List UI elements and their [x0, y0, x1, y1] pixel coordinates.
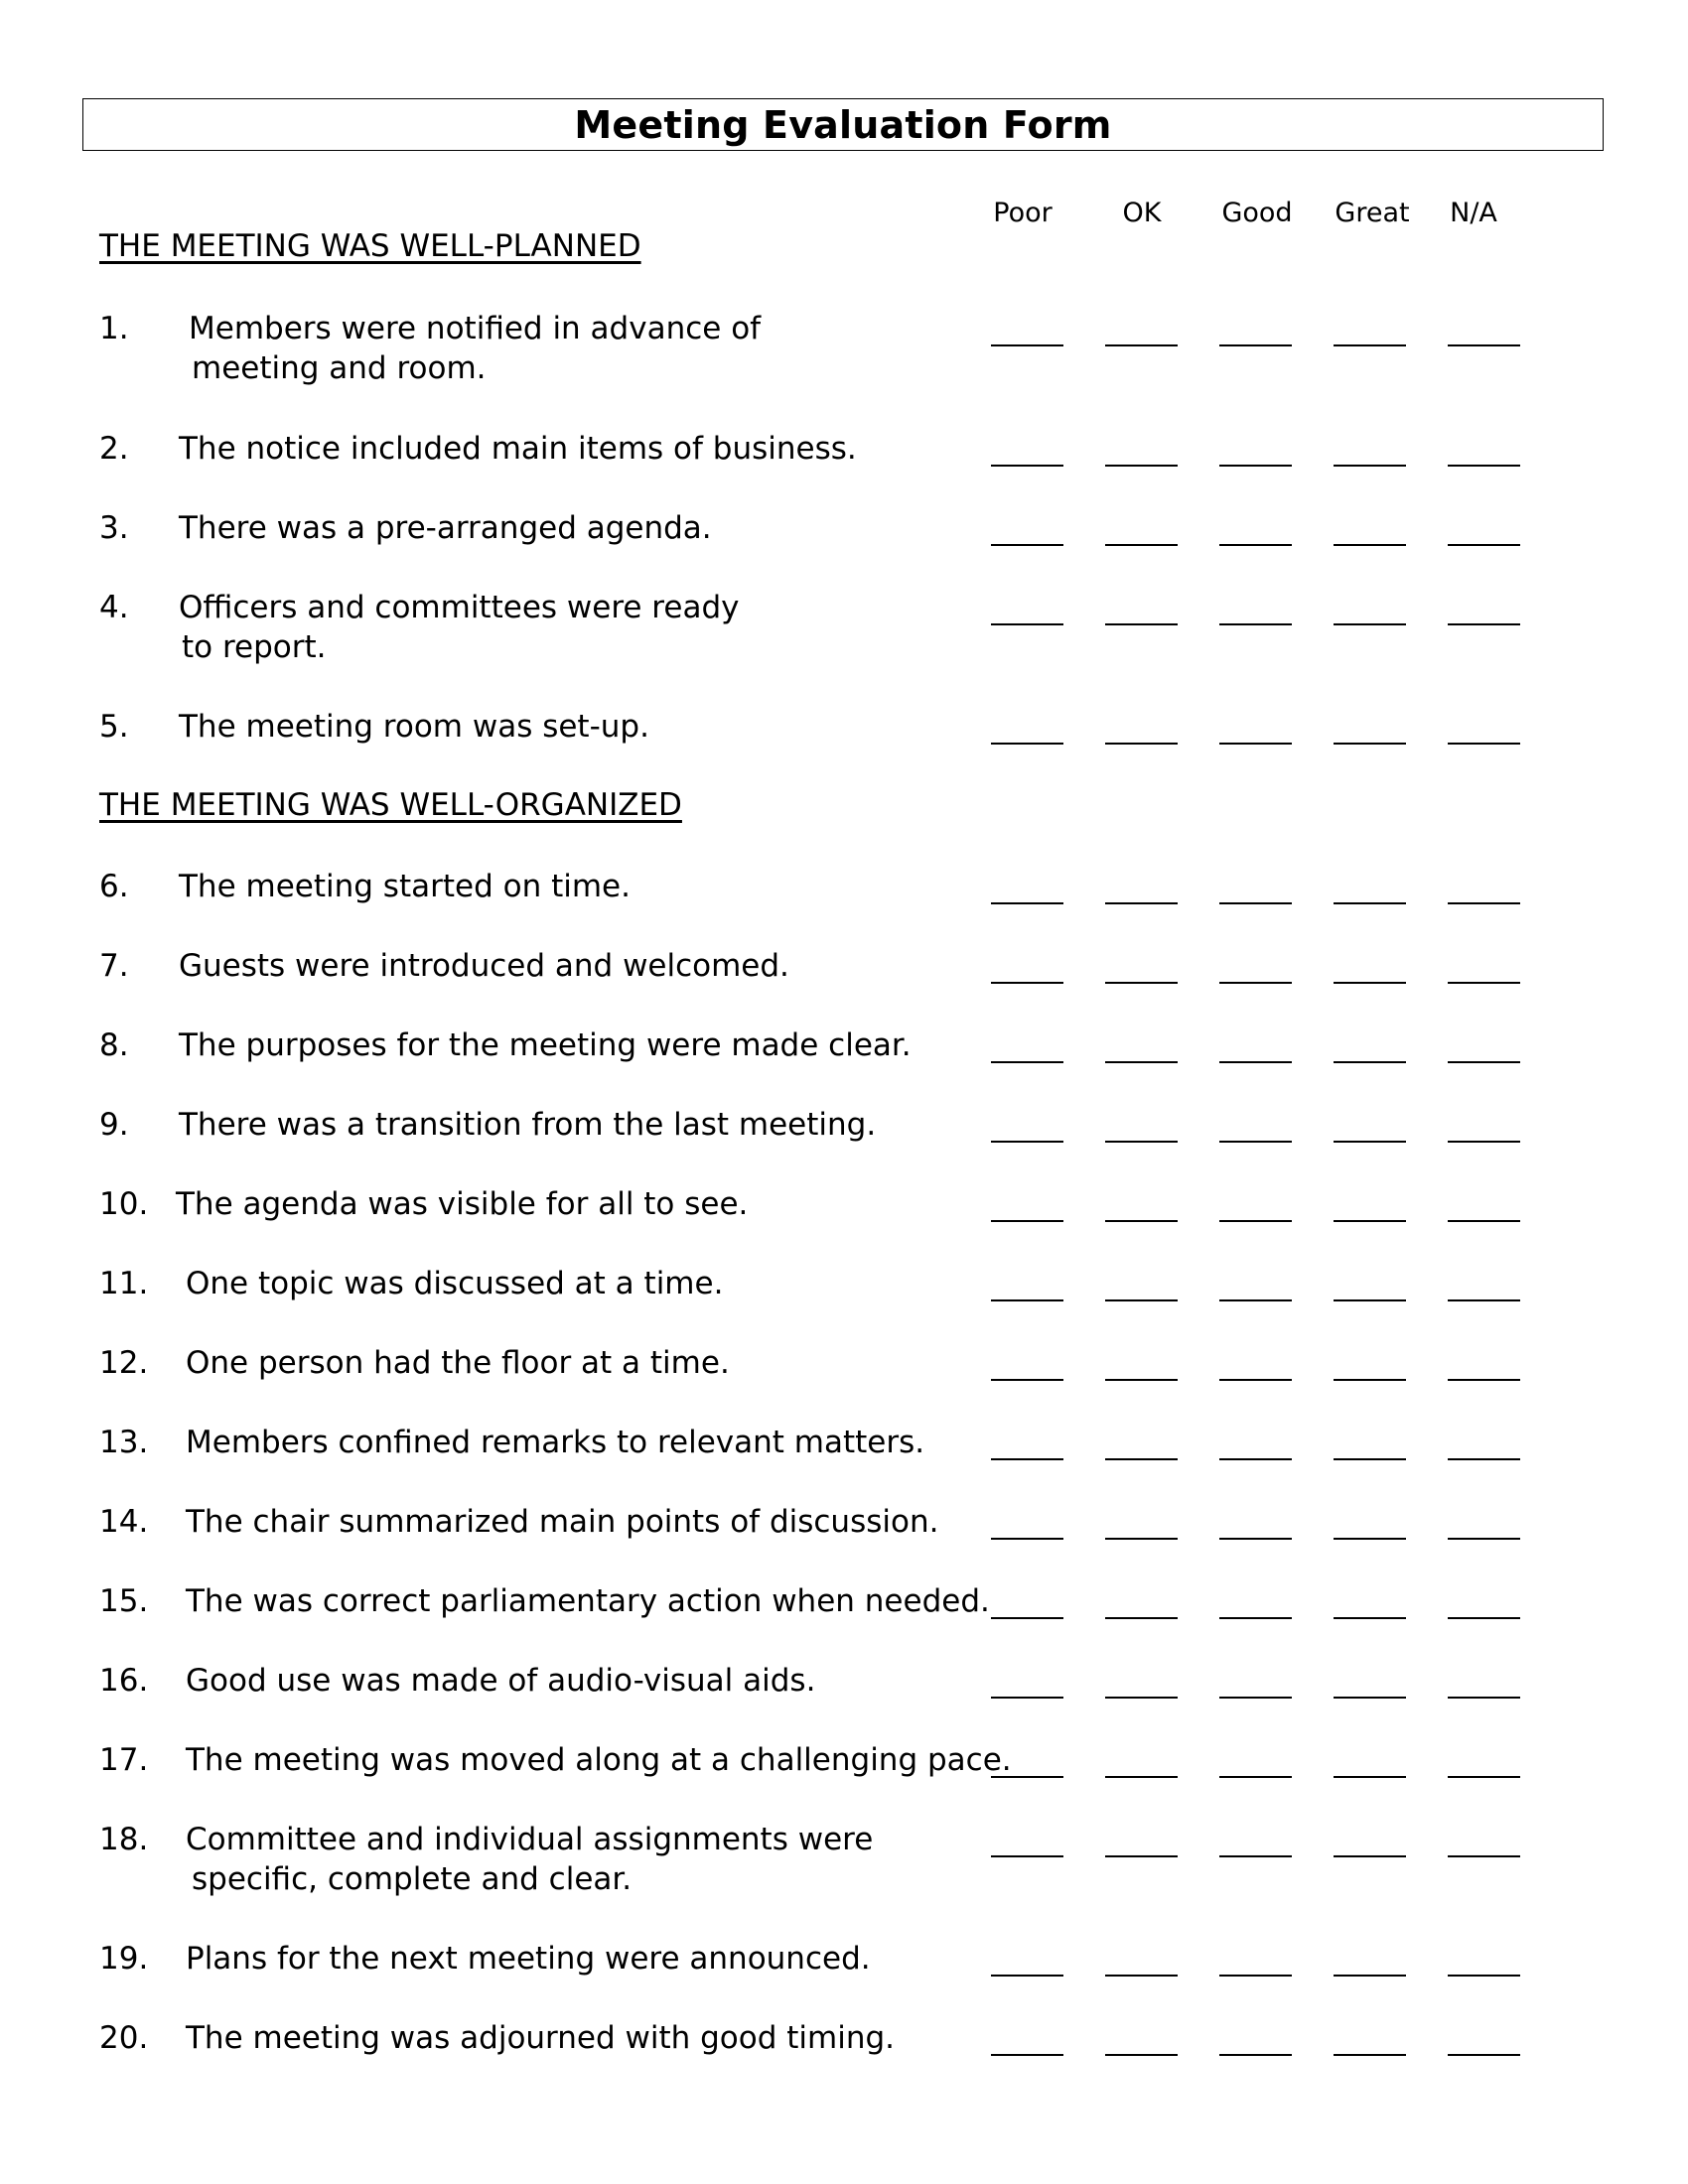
rating-blank-poor[interactable]: [991, 2054, 1063, 2056]
rating-blank-great[interactable]: [1334, 1458, 1406, 1460]
item-text: The meeting started on time.: [179, 869, 631, 904]
item-number: 3.: [99, 510, 129, 546]
evaluation-item: [0, 1264, 1688, 1343]
rating-blank-poor[interactable]: [991, 1617, 1063, 1619]
rating-blank-good[interactable]: [1219, 1617, 1292, 1619]
item-number: 9.: [99, 1107, 129, 1143]
rating-blank-good[interactable]: [1219, 344, 1292, 346]
rating-blank-na[interactable]: [1448, 1061, 1520, 1063]
rating-blank-na[interactable]: [1448, 344, 1520, 346]
rating-blank-ok[interactable]: [1105, 344, 1178, 346]
rating-blank-good[interactable]: [1219, 2054, 1292, 2056]
rating-blank-na[interactable]: [1448, 1141, 1520, 1143]
rating-blank-ok[interactable]: [1105, 982, 1178, 984]
evaluation-item: [0, 1343, 1688, 1423]
rating-blank-good[interactable]: [1219, 1379, 1292, 1381]
rating-blank-poor[interactable]: [991, 1855, 1063, 1857]
rating-blank-poor[interactable]: [991, 982, 1063, 984]
rating-blank-ok[interactable]: [1105, 1061, 1178, 1063]
rating-blank-poor[interactable]: [991, 544, 1063, 546]
rating-blank-great[interactable]: [1334, 1061, 1406, 1063]
rating-blank-great[interactable]: [1334, 1220, 1406, 1222]
rating-blank-poor[interactable]: [991, 1220, 1063, 1222]
rating-blank-ok[interactable]: [1105, 1855, 1178, 1857]
rating-blank-na[interactable]: [1448, 1855, 1520, 1857]
item-number: 6.: [99, 869, 129, 904]
rating-blank-poor[interactable]: [991, 1697, 1063, 1699]
item-text: Good use was made of audio-visual aids.: [186, 1663, 816, 1699]
item-text: One topic was discussed at a time.: [186, 1266, 724, 1301]
rating-blank-poor[interactable]: [991, 1538, 1063, 1540]
evaluation-item: [0, 429, 1688, 508]
rating-blank-good[interactable]: [1219, 1458, 1292, 1460]
rating-blank-na[interactable]: [1448, 623, 1520, 625]
rating-blank-good[interactable]: [1219, 1697, 1292, 1699]
rating-blank-poor[interactable]: [991, 1299, 1063, 1301]
item-number: 11.: [99, 1266, 149, 1301]
evaluation-item: [0, 867, 1688, 946]
rating-blank-great[interactable]: [1334, 1617, 1406, 1619]
column-header: Poor: [993, 198, 1053, 228]
rating-blank-good[interactable]: [1219, 1220, 1292, 1222]
item-number: 19.: [99, 1941, 149, 1977]
evaluation-item: [0, 2018, 1688, 2098]
item-number: 10.: [99, 1186, 149, 1222]
rating-blank-poor[interactable]: [991, 623, 1063, 625]
rating-blank-good[interactable]: [1219, 623, 1292, 625]
item-text-continued: meeting and room.: [192, 350, 487, 386]
evaluation-item: [0, 946, 1688, 1025]
item-number: 14.: [99, 1504, 149, 1540]
item-number: 16.: [99, 1663, 149, 1699]
item-number: 5.: [99, 709, 129, 745]
evaluation-item: [0, 1661, 1688, 1740]
rating-blank-poor[interactable]: [991, 1379, 1063, 1381]
rating-blank-good[interactable]: [1219, 743, 1292, 745]
item-number: 18.: [99, 1822, 149, 1857]
rating-blank-ok[interactable]: [1105, 743, 1178, 745]
rating-blank-na[interactable]: [1448, 1975, 1520, 1977]
rating-blank-na[interactable]: [1448, 465, 1520, 467]
section-heading: THE MEETING WAS WELL-PLANNED: [99, 228, 641, 264]
rating-blank-good[interactable]: [1219, 1141, 1292, 1143]
rating-blank-ok[interactable]: [1105, 544, 1178, 546]
item-text: Members confined remarks to relevant matters.: [186, 1425, 925, 1460]
evaluation-item: [0, 1502, 1688, 1581]
rating-blank-good[interactable]: [1219, 1538, 1292, 1540]
evaluation-item: [0, 1820, 1688, 1899]
item-text: One person had the floor at a time.: [186, 1345, 730, 1381]
rating-blank-na[interactable]: [1448, 902, 1520, 904]
section-heading: THE MEETING WAS WELL-ORGANIZED: [99, 787, 682, 823]
item-number: 4.: [99, 590, 129, 625]
item-text: There was a transition from the last meeting.: [179, 1107, 877, 1143]
rating-blank-na[interactable]: [1448, 1776, 1520, 1778]
rating-blank-ok[interactable]: [1105, 1299, 1178, 1301]
item-text: The agenda was visible for all to see.: [176, 1186, 749, 1222]
rating-blank-great[interactable]: [1334, 465, 1406, 467]
evaluation-item: [0, 1740, 1688, 1820]
rating-blank-good[interactable]: [1219, 544, 1292, 546]
rating-blank-great[interactable]: [1334, 2054, 1406, 2056]
column-header: Good: [1221, 198, 1293, 228]
rating-blank-na[interactable]: [1448, 1617, 1520, 1619]
rating-blank-ok[interactable]: [1105, 1220, 1178, 1222]
rating-blank-good[interactable]: [1219, 1299, 1292, 1301]
item-text: The purposes for the meeting were made clear.: [179, 1027, 912, 1063]
rating-blank-great[interactable]: [1334, 1697, 1406, 1699]
item-text: The meeting was adjourned with good timing.: [186, 2020, 896, 2056]
item-text: Officers and committees were ready: [179, 590, 740, 625]
evaluation-item: [0, 1939, 1688, 2018]
item-text: The meeting room was set-up.: [179, 709, 649, 745]
item-number: 17.: [99, 1742, 149, 1778]
rating-blank-na[interactable]: [1448, 1379, 1520, 1381]
rating-blank-na[interactable]: [1448, 982, 1520, 984]
evaluation-item: [0, 1105, 1688, 1184]
evaluation-item: [0, 1581, 1688, 1661]
rating-blank-good[interactable]: [1219, 1975, 1292, 1977]
page-title: Meeting Evaluation Form: [574, 102, 1112, 147]
evaluation-item: [0, 309, 1688, 388]
item-text-continued: to report.: [182, 629, 327, 665]
rating-blank-good[interactable]: [1219, 465, 1292, 467]
rating-blank-ok[interactable]: [1105, 1975, 1178, 1977]
rating-blank-great[interactable]: [1334, 544, 1406, 546]
rating-blank-great[interactable]: [1334, 344, 1406, 346]
rating-blank-na[interactable]: [1448, 544, 1520, 546]
rating-blank-great[interactable]: [1334, 1141, 1406, 1143]
rating-blank-ok[interactable]: [1105, 1617, 1178, 1619]
rating-blank-ok[interactable]: [1105, 1458, 1178, 1460]
rating-blank-ok[interactable]: [1105, 623, 1178, 625]
rating-blank-great[interactable]: [1334, 1299, 1406, 1301]
item-text: The notice included main items of business.: [179, 431, 857, 467]
rating-blank-great[interactable]: [1334, 1379, 1406, 1381]
rating-blank-na[interactable]: [1448, 1538, 1520, 1540]
rating-blank-good[interactable]: [1219, 1776, 1292, 1778]
rating-blank-poor[interactable]: [991, 1975, 1063, 1977]
rating-blank-na[interactable]: [1448, 2054, 1520, 2056]
item-text: The meeting was moved along at a challenging pace.: [186, 1742, 1012, 1778]
column-header: OK: [1122, 198, 1162, 228]
rating-blank-na[interactable]: [1448, 1697, 1520, 1699]
rating-blank-ok[interactable]: [1105, 1697, 1178, 1699]
item-text: There was a pre-arranged agenda.: [179, 510, 712, 546]
rating-blank-great[interactable]: [1334, 1975, 1406, 1977]
evaluation-item: [0, 588, 1688, 667]
rating-blank-ok[interactable]: [1105, 1379, 1178, 1381]
rating-blank-ok[interactable]: [1105, 2054, 1178, 2056]
rating-blank-na[interactable]: [1448, 743, 1520, 745]
rating-blank-great[interactable]: [1334, 743, 1406, 745]
rating-blank-poor[interactable]: [991, 1061, 1063, 1063]
evaluation-item: [0, 707, 1688, 786]
rating-blank-ok[interactable]: [1105, 465, 1178, 467]
rating-blank-poor[interactable]: [991, 465, 1063, 467]
column-header: Great: [1335, 198, 1410, 228]
item-text-continued: specific, complete and clear.: [192, 1861, 633, 1897]
rating-blank-ok[interactable]: [1105, 1141, 1178, 1143]
rating-blank-poor[interactable]: [991, 1141, 1063, 1143]
rating-blank-ok[interactable]: [1105, 1776, 1178, 1778]
item-number: 15.: [99, 1583, 149, 1619]
title-box: [82, 98, 1604, 151]
rating-blank-poor[interactable]: [991, 344, 1063, 346]
rating-blank-great[interactable]: [1334, 1776, 1406, 1778]
rating-blank-great[interactable]: [1334, 1855, 1406, 1857]
rating-blank-poor[interactable]: [991, 902, 1063, 904]
rating-blank-poor[interactable]: [991, 743, 1063, 745]
item-text: Plans for the next meeting were announced.: [186, 1941, 871, 1977]
rating-blank-good[interactable]: [1219, 982, 1292, 984]
item-number: 13.: [99, 1425, 149, 1460]
column-header: N/A: [1450, 198, 1497, 228]
rating-blank-great[interactable]: [1334, 982, 1406, 984]
rating-blank-great[interactable]: [1334, 902, 1406, 904]
item-text: Members were notified in advance of: [189, 311, 762, 346]
item-text: Guests were introduced and welcomed.: [179, 948, 789, 984]
evaluation-item: [0, 1025, 1688, 1105]
item-text: The chair summarized main points of discussion.: [186, 1504, 939, 1540]
evaluation-item: [0, 508, 1688, 588]
item-number: 12.: [99, 1345, 149, 1381]
rating-blank-poor[interactable]: [991, 1776, 1063, 1778]
rating-blank-na[interactable]: [1448, 1299, 1520, 1301]
rating-blank-na[interactable]: [1448, 1220, 1520, 1222]
rating-blank-poor[interactable]: [991, 1458, 1063, 1460]
evaluation-item: [0, 1184, 1688, 1264]
item-number: 8.: [99, 1027, 129, 1063]
rating-blank-na[interactable]: [1448, 1458, 1520, 1460]
rating-blank-ok[interactable]: [1105, 1538, 1178, 1540]
rating-blank-good[interactable]: [1219, 1855, 1292, 1857]
item-text: Committee and individual assignments were: [186, 1822, 874, 1857]
item-number: 1.: [99, 311, 129, 346]
evaluation-item: [0, 1423, 1688, 1502]
rating-blank-great[interactable]: [1334, 623, 1406, 625]
rating-blank-great[interactable]: [1334, 1538, 1406, 1540]
rating-blank-ok[interactable]: [1105, 902, 1178, 904]
item-number: 20.: [99, 2020, 149, 2056]
rating-blank-good[interactable]: [1219, 1061, 1292, 1063]
item-text: The was correct parliamentary action when needed.: [186, 1583, 990, 1619]
rating-blank-good[interactable]: [1219, 902, 1292, 904]
item-number: 2.: [99, 431, 129, 467]
item-number: 7.: [99, 948, 129, 984]
